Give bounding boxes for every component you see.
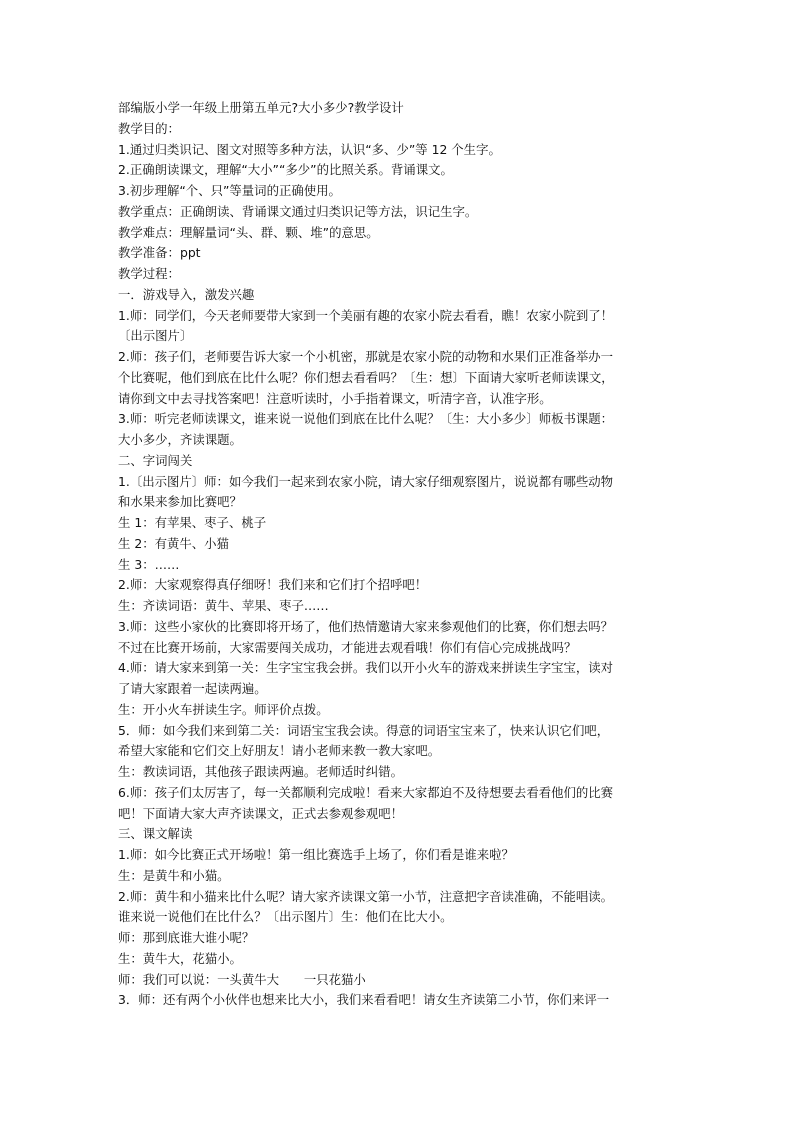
document-line: 教学过程： [118,266,180,281]
document-line: 1.师：如今比赛正式开场啦！第一组比赛选手上场了，你们看是谁来啦？ [118,847,514,862]
document-page [118,98,690,1011]
document-line: 生 3：…… [118,556,180,572]
document-line: 生：教读词语，其他孩子跟读两遍。老师适时纠错。 [118,764,403,779]
document-line: 2.师：大家观察得真仔细呀！我们来和它们打个招呼吧！ [118,577,428,593]
document-line: 生：开小火车拼读生字。师评价点拨。 [118,701,329,717]
document-line: 教学准备：ppt [118,245,201,261]
document-line: 生 2：有黄牛、小猫 [118,535,229,551]
document-line: 希望大家能和它们交上好朋友！请小老师来教一教大家吧。 [118,743,441,759]
document-line: 大小多少，齐读课题。 [118,432,242,447]
document-line: 师：那到底谁大谁小呢？ [118,930,255,945]
document-line: 三、课文解读 [118,826,193,842]
document-line: 2.师：黄牛和小猫来比什么呢？请大家齐读课文第一小节，注意把字音读准确，不能唱读。 [118,888,614,904]
document-line: 教学难点：理解量词“头、群、颗、堆”的意思。 [118,224,379,240]
document-line: 4.师：请大家来到第一关：生字宝宝我会拼。我们以开小火车的游戏来拼读生字宝宝，读对 [118,660,614,676]
document-line: 教学目的： [118,120,180,136]
document-line: 和水果来参加比赛吧？ [118,494,242,510]
document-line: 2.师：孩子们，老师要告诉大家一个小机密，那就是农家小院的动物和水果们正准备举办一 [118,349,614,364]
document-line: 〔出示图片〕 [118,328,193,344]
document-line: 一．游戏导入，激发兴趣 [118,286,255,302]
document-line: 3.师：听完老师读课文，谁来说一说他们到底在比什么呢？〔生：大小多少〕师板书课题： [118,411,614,427]
document-line: 1.师：同学们，今天老师要带大家到一个美丽有趣的农家小院去看看，瞧！农家小院到了！ [118,307,614,323]
document-line: 生 1：有苹果、枣子、桃子 [118,515,267,530]
document-title: 部编版小学一年级上册第五单元?大小多少?教学设计 [118,100,404,115]
document-line: 2.正确朗读课文，理解“大小”“多少”的比照关系。背诵课文。 [118,162,453,178]
document-line: 生：是黄牛和小猫。 [118,867,230,883]
document-line: 5．师：如今我们来到第二关：词语宝宝我会读。得意的词语宝宝来了，快来认识它们吧， [118,722,610,738]
document-line: 6.师：孩子们太厉害了，每一关都顺利完成啦！看来大家都迫不及待想要去看看他们的比赛 [118,784,614,800]
document-line: 吧！下面请大家大声齐读课文，正式去参观参观吧！ [118,805,403,821]
document-line: 1.通过归类识记、图文对照等多种方法，认识“多、少”等 12 个生字。 [118,141,501,157]
document-line: 不过在比赛开场前，大家需要闯关成功，才能进去观看哦！你们有信心完成挑战吗？ [118,639,577,655]
document-line: 3.初步理解“个、只”等量词的正确使用。 [118,183,341,198]
document-line: 3.师：这些小家伙的比赛即将开场了，他们热情邀请大家来参观他们的比赛，你们想去吗？ [118,618,614,634]
document-line: 3．师：还有两个小伙伴也想来比大小，我们来看看吧！请女生齐读第二小节，你们来评一 [118,992,610,1008]
document-line: 生：黄牛大，花猫小。 [118,950,242,966]
document-line: 二、字词闯关 [118,452,193,468]
document-line: 师：我们可以说：一头黄牛大 一只花猫小 [118,971,366,987]
document-line: 谁来说一说他们在比什么？〔出示图片〕生：他们在比大小。 [118,909,453,925]
document-line: 生：齐读词语：黄牛、苹果、枣子…… [118,598,329,613]
document-line: 了请大家跟着一起读两遍。 [118,681,267,696]
document-line: 教学重点：正确朗读、背诵课文通过归类识记等方法，识记生字。 [118,203,478,219]
document-line: 个比赛呢，他们到底在比什么呢？你们想去看看吗？〔生：想〕下面请大家听老师读课文， [118,369,614,385]
document-line: 1.〔出示图片〕师：如今我们一起来到农家小院，请大家仔细观察图片，说说都有哪些动物 [118,473,614,489]
document-line: 请你到文中去寻找答案吧！注意听读时，小手指着课文，听清字音，认准字形。 [118,390,552,406]
